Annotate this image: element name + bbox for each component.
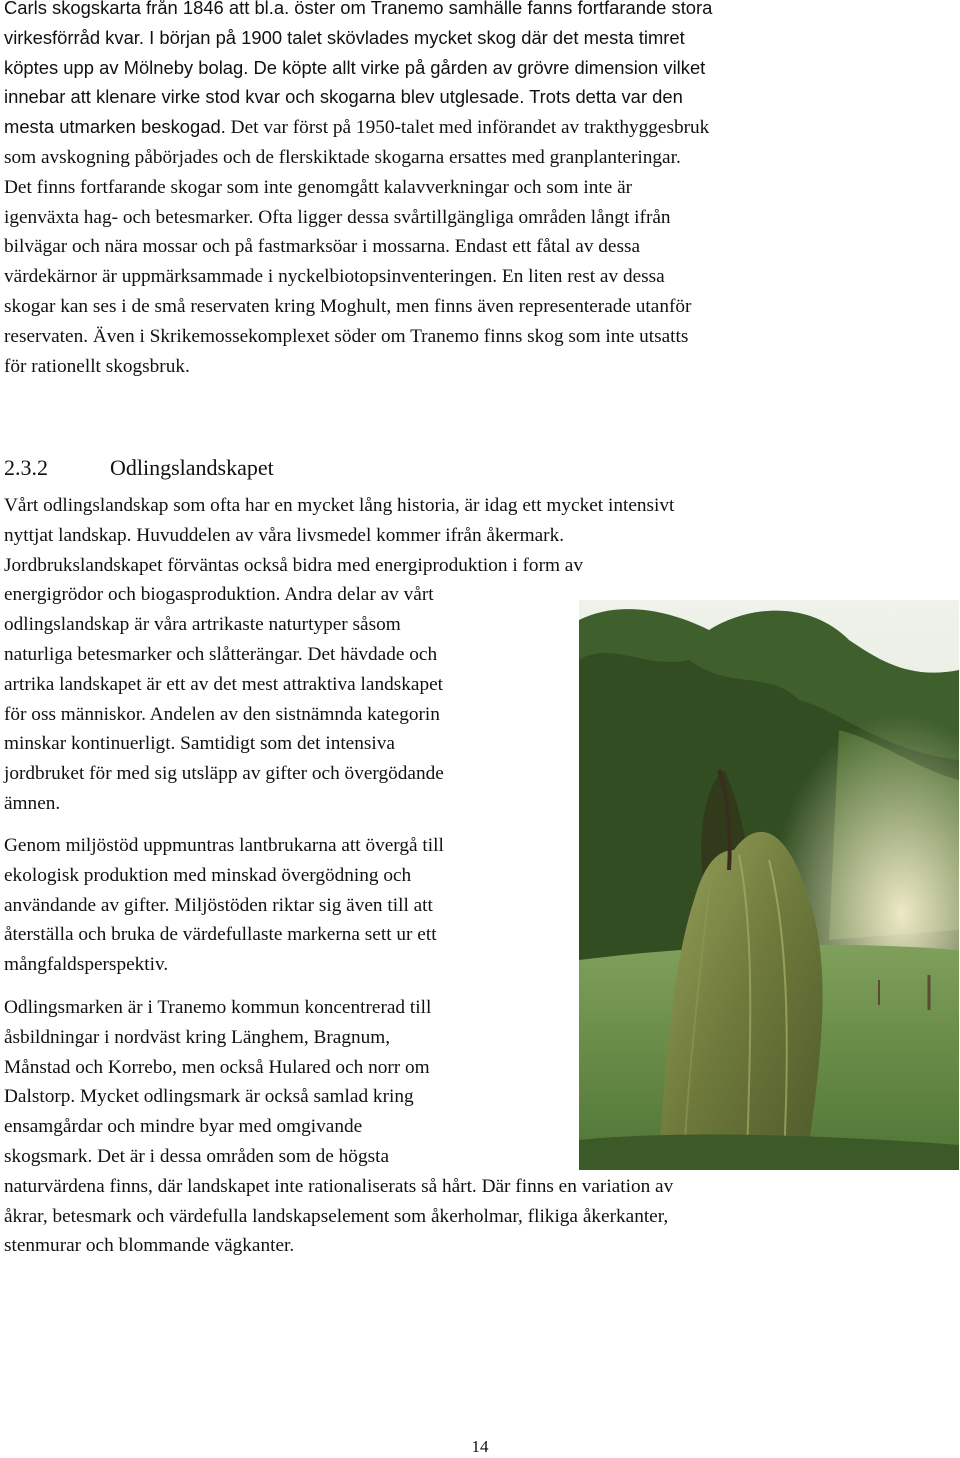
- text-line: Månstad och Korrebo, men också Hulared och norr om: [4, 1056, 430, 1078]
- text-line: odlingslandskap är våra artrikaste naturtyper såsom: [4, 614, 401, 636]
- intro-line: skogar kan ses i de små reservaten kring Moghult, men finns även representerade utanför: [4, 295, 692, 317]
- text-line: ensamgårdar och mindre byar med omgivande: [4, 1116, 363, 1138]
- text-line: mångfaldsperspektiv.: [4, 954, 169, 976]
- text-line: stenmurar och blommande vägkanter.: [4, 1235, 295, 1257]
- text-line: naturvärdena finns, där landskapet inte rationaliserats så hårt. Där finns en variation av: [4, 1175, 674, 1197]
- text-line: åkrar, betesmark och värdefulla landskapselement som åkerholmar, flikiga åkerkanter,: [4, 1205, 669, 1227]
- intro-line: Det finns fortfarande skogar som inte genomgått kalavverkningar och som inte är: [4, 176, 633, 198]
- text-line: Genom miljöstöd uppmuntras lantbrukarna att övergå till: [4, 835, 444, 856]
- intro-line-split: [4, 112, 854, 143]
- text-line: jordbruket för med sig utsläpp av gifter och övergödande: [4, 763, 444, 785]
- section-heading: [4, 453, 274, 483]
- haystack-photo: [579, 600, 959, 1170]
- text-line: användande av gifter. Miljöstöden riktar sig även till att: [4, 894, 433, 916]
- section-title: Odlingslandskapet: [110, 455, 274, 480]
- text-line: artrika landskapet är ett av det mest attraktiva landskapet: [4, 673, 444, 695]
- haystack-illustration: [579, 600, 959, 1170]
- intro-line: bilvägar och nära mossar och på fastmarksöar i mossarna. Endast ett fåtal av dessa: [4, 236, 641, 258]
- page-number: 14: [471, 1437, 489, 1456]
- intro-line: värdekärnor är uppmärksammade i nyckelbiotopsinventeringen. En liten rest av dessa: [4, 266, 665, 288]
- intro-line: som avskogning påbörjades och de flerskiktade skogarna ersattes med granplanteringar.: [4, 146, 681, 168]
- intro-line-part: Det var först på 1950-talet med införandet av trakthyggesbruk: [230, 117, 710, 139]
- text-line: för oss människor. Andelen av den sistnämnda kategorin: [4, 703, 440, 725]
- text-line: minskar kontinuerligt. Samtidigt som det intensiva: [4, 733, 395, 755]
- text-line: naturliga betesmarker och slåtterängar. Det hävdade och: [4, 643, 438, 665]
- text-line: ämnen.: [4, 792, 61, 814]
- text-line: åsbildningar i nordväst kring Länghem, Bragnum,: [4, 1026, 391, 1048]
- section-number: 2.3.2: [4, 455, 48, 480]
- text-line: ekologisk produktion med minskad övergödning och: [4, 864, 412, 886]
- text-line: skogsmark. Det är i dessa områden som de högsta: [4, 1145, 390, 1167]
- text-line: Odlingsmarken är i Tranemo kommun koncentrerad till: [4, 997, 432, 1018]
- text-line: nyttjat landskap. Huvuddelen av våra livsmedel kommer ifrån åkermark.: [4, 524, 565, 546]
- intro-line: köptes upp av Mölneby bolag. De köpte allt virke på gården av grövre dimension vilket: [4, 56, 706, 78]
- text-line: Dalstorp. Mycket odlingsmark är också samlad kring: [4, 1086, 414, 1108]
- intro-line: för rationellt skogsbruk.: [4, 355, 190, 377]
- intro-line: igenväxta hag- och betesmarker. Ofta ligger dessa svårtillgängliga områden långt ifrån: [4, 206, 671, 228]
- intro-line: innebar att klenare virke stod kvar och skogarna blev utglesade. Trots detta var den: [4, 86, 683, 108]
- text-line: återställa och bruka de värdefullaste markerna sett ur ett: [4, 924, 437, 946]
- text-line: Vårt odlingslandskap som ofta har en mycket lång historia, är idag ett mycket intensivt: [4, 495, 675, 516]
- intro-paragraph: [4, 0, 854, 381]
- text-line: energigrödor och biogasproduktion. Andra delar av vårt: [4, 584, 434, 606]
- text-line: Jordbrukslandskapet förväntas också bidra med energiproduktion i form av: [4, 554, 584, 576]
- intro-line: reservaten. Även i Skrikemossekomplexet söder om Tranemo finns skog som inte utsatts: [4, 325, 689, 347]
- intro-line-part: mesta utmarken beskogad.: [4, 116, 226, 138]
- intro-line: virkesförråd kvar. I början på 1900 talet skövlades mycket skog där det mesta timret: [4, 26, 685, 48]
- intro-line: Carls skogskarta från 1846 att bl.a. öster om Tranemo samhälle fanns fortfarande stora: [4, 0, 713, 18]
